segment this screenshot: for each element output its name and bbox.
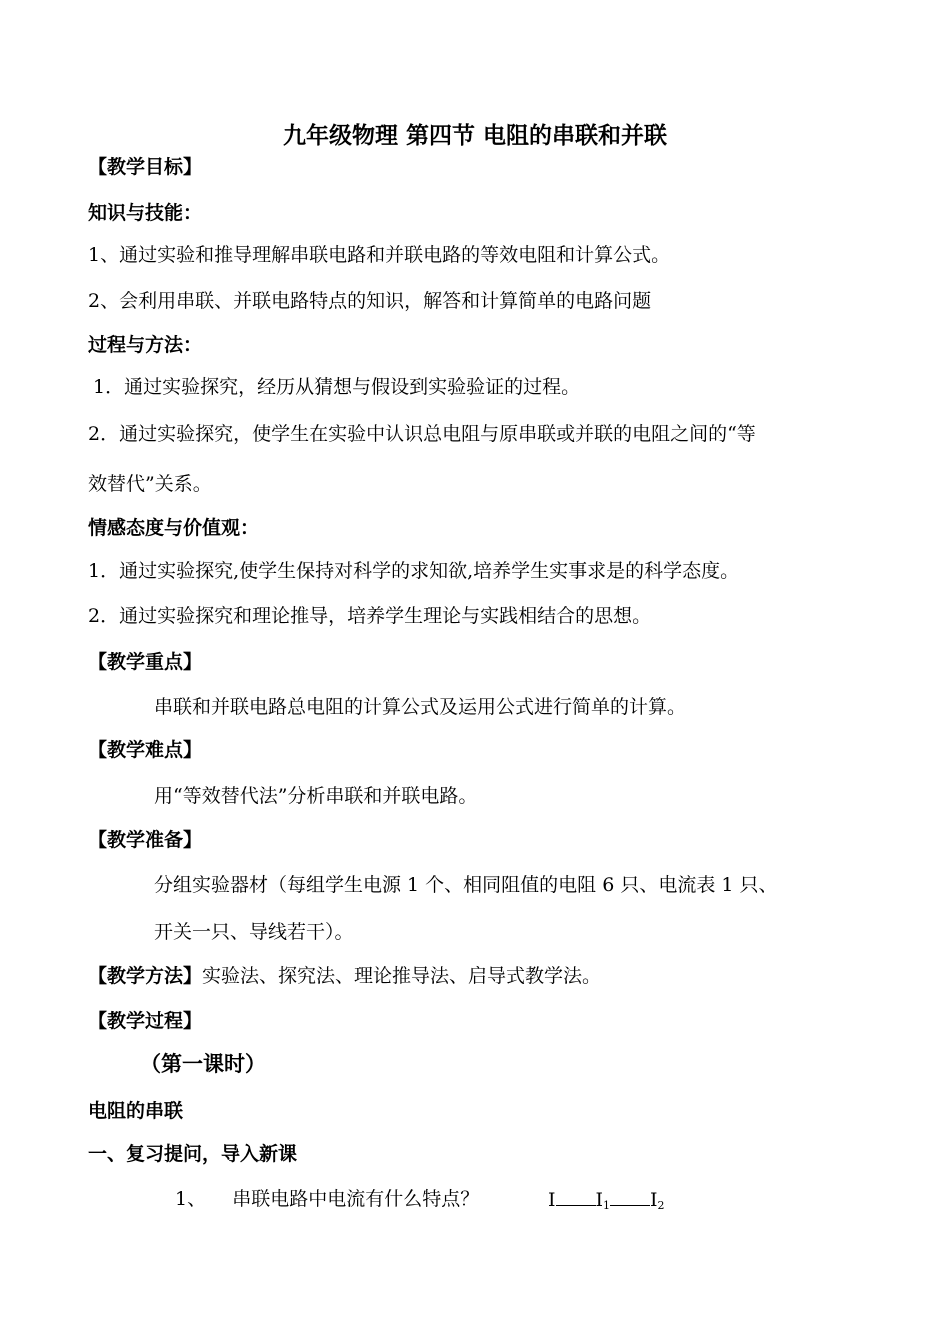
formula-blank-2[interactable] <box>610 1187 650 1206</box>
document-title: 九年级物理 第四节 电阻的串联和并联 <box>282 123 667 149</box>
question-1 <box>175 1187 479 1211</box>
current-formula <box>548 1187 665 1215</box>
method-row <box>88 964 601 988</box>
process-item-2-cont: 效替代”关系。 <box>88 473 212 495</box>
preparation-line-2: 开关一只、导线若干）。 <box>154 921 354 943</box>
process-section-heading: 【教学过程】 <box>88 1010 203 1032</box>
formula-i1: I <box>595 1189 604 1211</box>
method-heading: 【教学方法】 <box>88 965 203 987</box>
emotion-heading: 情感态度与价值观： <box>88 517 260 539</box>
preparation-heading: 【教学准备】 <box>88 829 203 851</box>
knowledge-item-1: 1、通过实验和推导理解串联电路和并联电路的等效电阻和计算公式。 <box>88 244 671 266</box>
objectives-heading: 【教学目标】 <box>88 156 203 178</box>
method-text: 实验法、探究法、理论推导法、启导式教学法。 <box>202 965 602 987</box>
step1-heading: 一、复习提问，导入新课 <box>88 1143 298 1165</box>
difficulty-text: 用“等效替代法”分析串联和并联电路。 <box>154 785 478 807</box>
topic-heading: 电阻的串联 <box>88 1100 184 1122</box>
question-number: 1、 <box>175 1188 207 1210</box>
process-heading: 过程与方法： <box>88 334 203 356</box>
question-text: 串联电路中电流有什么特点？ <box>232 1188 480 1210</box>
knowledge-item-2: 2、会利用串联、并联电路特点的知识，解答和计算简单的电路问题 <box>88 290 652 312</box>
formula-i: I <box>548 1189 556 1211</box>
formula-i2: I <box>650 1189 658 1211</box>
difficulty-heading: 【教学难点】 <box>88 739 203 761</box>
emotion-item-1: 1．通过实验探究,使学生保持对科学的求知欲,培养学生实事求是的科学态度。 <box>88 560 740 582</box>
formula-i2-sub: 2 <box>657 1199 665 1212</box>
formula-i1-sub: 1 <box>603 1199 611 1212</box>
key-point-text: 串联和并联电路总电阻的计算公式及运用公式进行简单的计算。 <box>154 696 687 718</box>
formula-blank-1[interactable] <box>556 1187 596 1206</box>
lesson-label: （第一课时） <box>140 1052 266 1076</box>
preparation-line-1: 分组实验器材（每组学生电源 1 个、相同阻值的电阻 6 只、电流表 1 只、 <box>154 874 778 896</box>
knowledge-heading: 知识与技能： <box>88 202 203 224</box>
emotion-item-2: 2．通过实验探究和理论推导，培养学生理论与实践相结合的思想。 <box>88 605 652 627</box>
process-item-1: 1．通过实验探究，经历从猜想与假设到实验验证的过程。 <box>93 376 581 398</box>
process-item-2: 2．通过实验探究，使学生在实验中认识总电阻与原串联或并联的电阻之间的“等 <box>88 423 756 445</box>
key-point-heading: 【教学重点】 <box>88 651 203 673</box>
